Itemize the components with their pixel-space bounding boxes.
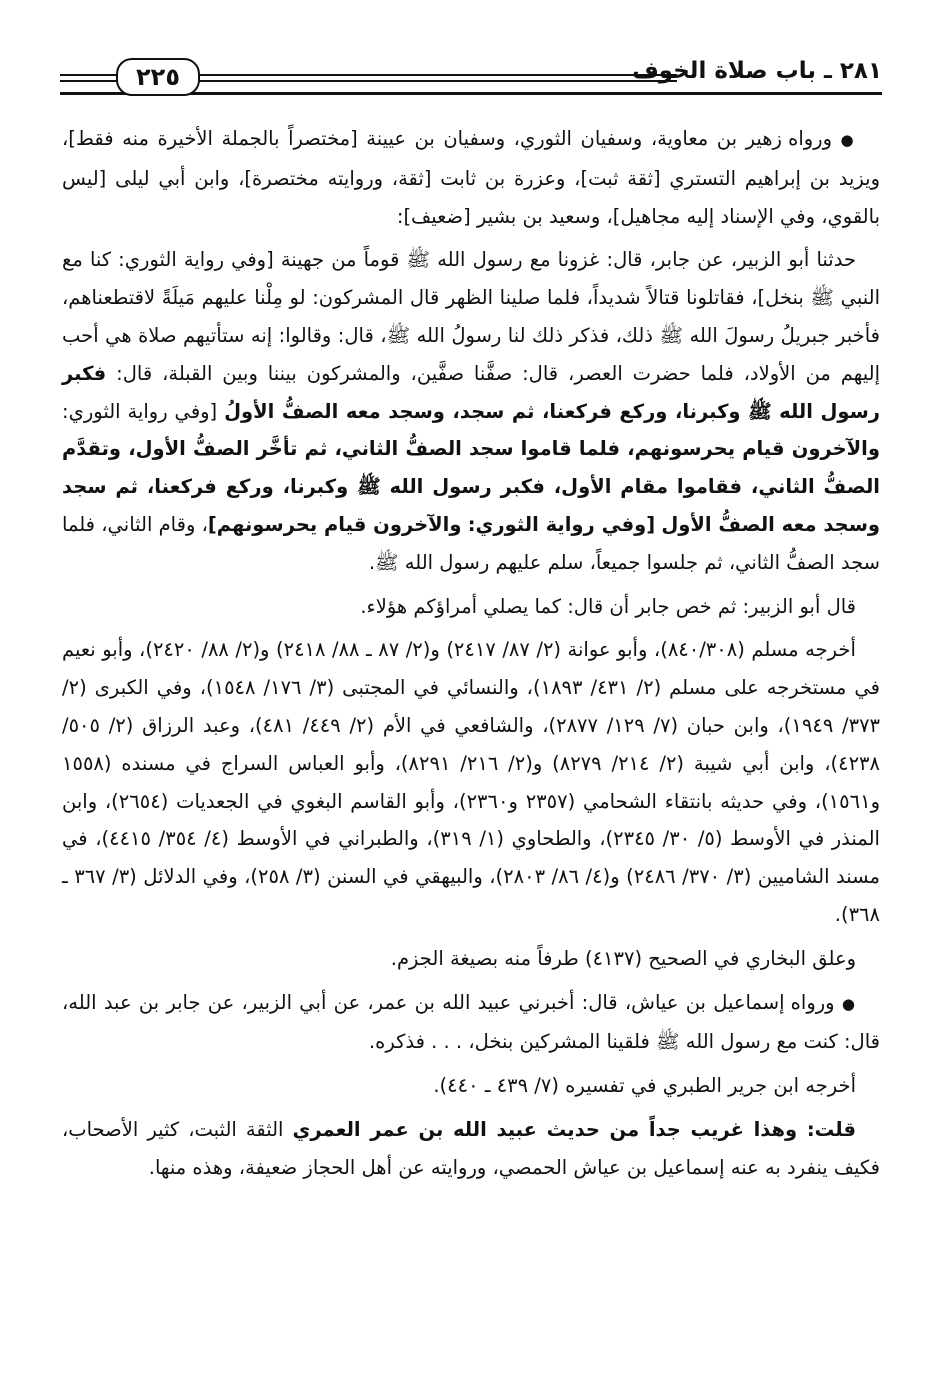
bullet-icon: ● bbox=[840, 131, 856, 149]
hadith-text: حدثنا أبو الزبير، عن جابر، قال: غزونا مع رسول الله ﷺ قوماً من جهينة [وفي رواية الثوري: كنا مع النبي ﷺ بنخل]، فقاتلونا قتالاً شديداً، فلما صلينا الظهر قال المشركون: لو مِلْنا عليهم مَيلَةً لاقتطعناهم، فأخبر جبريلُ رسولَ الله ﷺ ذلك، فذكر ذلك لنا رسولُ الله ﷺ، قال: وقالوا: إنه ستأتيهم صلاة هي أحب إليهم من الأولاد، فلما حضرت العصر، قال: صفَّنا صفَّين، والمشركون بيننا وبين القبلة، قال: bbox=[62, 248, 881, 385]
paragraph bbox=[62, 984, 880, 1062]
comment-bold-text: قلت: وهذا غريب جداً من حديث عبيد الله بن عمر العمري bbox=[292, 1117, 856, 1141]
paragraph: قال أبو الزبير: ثم خص جابر أن قال: كما يصلي أمراؤكم هؤلاء. bbox=[360, 594, 856, 618]
chapter-title: ٢٨١ ـ باب صلاة الخوف bbox=[632, 58, 882, 84]
page-body bbox=[62, 120, 880, 1187]
hadith-bold-text: والآخرون قيام يحرسونهم] bbox=[207, 512, 462, 536]
takhrij-paragraph: أخرجه مسلم (٨٤٠/٣٠٨)، وأبو عوانة (٢/ ٨٧/ ٢٤١٧) و(٢/ ٨٧ ـ ٨٨/ ٢٤١٨) و(٢/ ٨٨/ ٢٤٢٠)، وأبو نعيم في مستخرجه على مسلم (٢/ ٤٣١/ ١٨٩٣)، والنسائي في المجتبى (٣/ ١٧٦/ ١٥٤٨)، وفي الكبرى (٢/ ٣٧٣/ ١٩٤٩)، وابن حبان (٧/ ١٢٩/ ٢٨٧٧)، والشافعي في الأم (٢/ ٤٤٩/ ٤٨١)، وعبد الرزاق (٢/ ٥٠٥/ ٤٢٣٨)، وابن أبي شيبة (٢/ ٢١٤/ ٨٢٧٩) و(٢/ ٢١٦/ ٨٢٩١)، وأبو العباس السراج في مسنده (١٥٥٨ و١٥٦١)، وفي حديثه بانتقاء الشحامي (٢٣٥٧ و٢٣٦٠)، وأبو القاسم البغوي في الجعديات (٢٦٥٤)، وابن المنذر في الأوسط (٥/ ٣٠/ ٢٣٤٥)، والطحاوي (١/ ٣١٩)، والطبراني في الأوسط (٤/ ٣٥٤/ ٤٤١٥)، في مسند الشاميين (٣/ ٣٧٠/ ٢٤٨٦) و(٤/ ٨٦/ ٢٨٠٣)، والبيهقي في السنن (٣/ ٢٥٨)، وفي الدلائل (٣/ ٣٦٧ ـ ٣٦٨). bbox=[62, 638, 881, 926]
paragraph-text: ورواه إسماعيل بن عياش، قال: أخبرني عبيد الله بن عمر، عن أبي الزبير، عن جابر بن عبد الله، قال: كنت مع رسول الله ﷺ فلقينا المشركين بنخل، . . . فذكره. bbox=[62, 990, 880, 1054]
page-number: ٢٢٥ bbox=[116, 58, 200, 96]
paragraph: وعلق البخاري في الصحيح (٤١٣٧) طرفاً منه بصيغة الجزم. bbox=[390, 946, 856, 970]
comment-text: الثقة الثبت، كثير الأصحاب، فكيف ينفرد به عنه إسماعيل بن عياش الحمصي، وروايته عن أهل الحجاز ضعيفة، وهذه منها. bbox=[62, 1117, 880, 1179]
hadith-bold-text: والآخرون قيام يحرسونهم، فلما قاموا سجد الصفُّ الثاني، ثم تأخَّر الصفُّ الأول، وتقدَّم الصفُّ الثاني، فقاموا مقام الأول، فكبر رسول الله ﷺ وكبرنا، وركع فركعنا، ثم سجد وسجد معه الصفُّ الأول bbox=[62, 437, 881, 536]
paragraph-text: ورواه زهير بن معاوية، وسفيان الثوري، وسفيان بن عيينة [مختصراً بالجملة الأخيرة منه فقط]، ويزيد بن إبراهيم التستري [ثقة ثبت]، وعزرة بن ثابت [ثقة، وروايته مختصرة]، وابن أبي ليلى [ليس بالقوي، وفي الإسناد إليه مجاهيل]، وسعيد بن بشير [ضعيف]: bbox=[62, 127, 880, 228]
hadith-bold-text: [وفي رواية الثوري: bbox=[467, 512, 656, 536]
page-header bbox=[60, 52, 882, 104]
hadith-text: ، وقام الثاني، فلما سجد الصفُّ الثاني، ثم جلسوا جميعاً، سلم عليهم رسول الله ﷺ. bbox=[62, 512, 880, 574]
comment-paragraph bbox=[62, 1111, 880, 1187]
hadith-text: [وفي رواية الثوري: bbox=[62, 399, 218, 423]
hadith-bold-text: فكبر رسول الله ﷺ وكبرنا، وركع فركعنا، ثم سجد، وسجد معه الصفُّ الأولُ bbox=[62, 361, 881, 423]
hadith-paragraph bbox=[62, 241, 880, 581]
paragraph: أخرجه ابن جرير الطبري في تفسيره (٧/ ٤٣٩ ـ ٤٤٠). bbox=[433, 1074, 856, 1098]
paragraph bbox=[62, 120, 880, 235]
bullet-icon: ● bbox=[841, 994, 856, 1013]
